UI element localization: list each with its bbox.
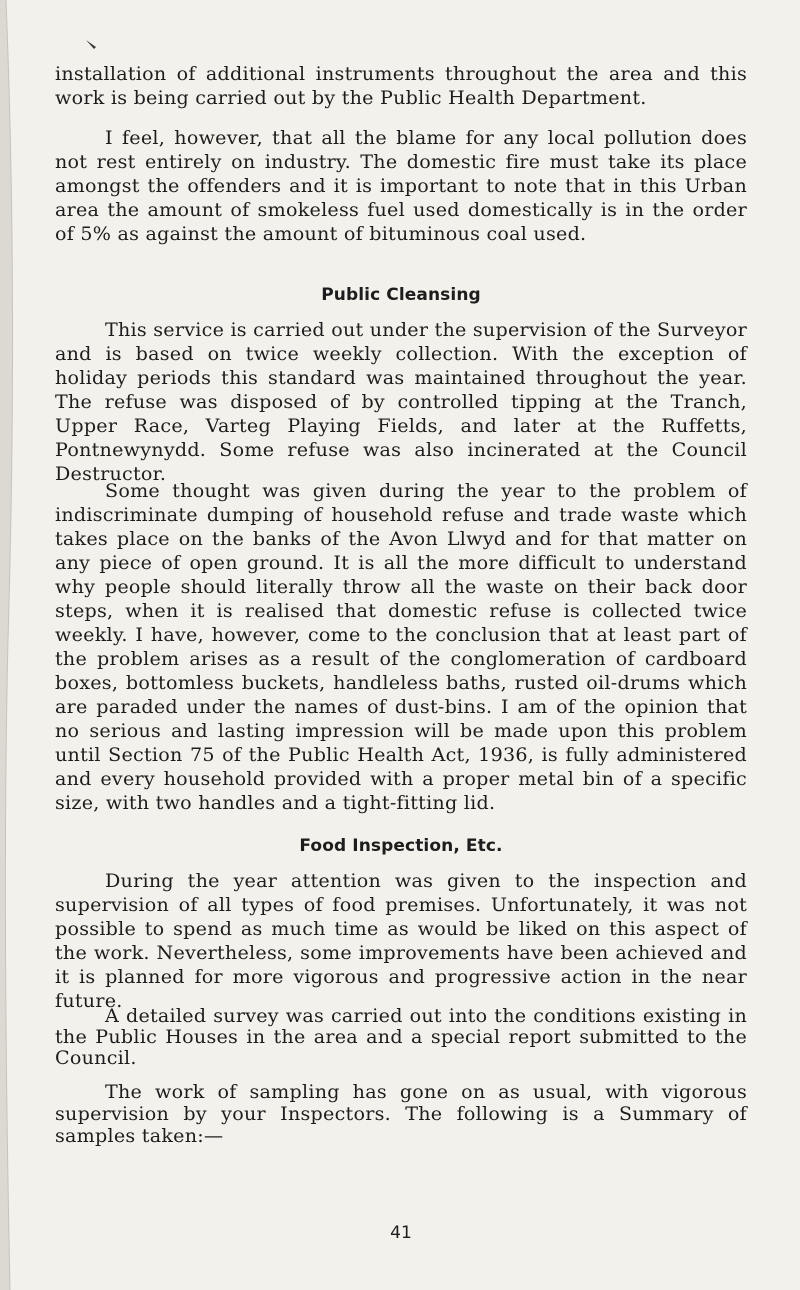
paragraph-refuse-service: This service is carried out under the supervision of the Surveyor and is based on twice weekly collection. With the exception of holiday periods this standard was maintained throughout the year. The refuse was disposed of by controlled tipping at the Tranch, Upper Race, Varteg Playing Fields, and later at the Ruffetts, Pontnewynydd. Some refuse was also incinerated at the Council Destructor. — [55, 318, 748, 485]
paragraph-food-premises: During the year attention was given to the inspection and supervision of all types of food premises. Unfortunately, it was not possible to spend as much time as would be liked on this aspect of the work. Nevertheless, some improvements have been achieved and it is planned for more vigorous and progressive action in the near future. — [55, 869, 747, 1012]
paragraph-public-houses: A detailed survey was carried out into the conditions existing in the Public Houses in the area and a special report submitted to the Council. — [55, 1004, 747, 1069]
page-number: 41 — [390, 1223, 412, 1243]
document-page — [55, 0, 747, 1290]
heading-food-inspection: Food Inspection, Etc. — [299, 836, 503, 856]
paragraph-sampling: The work of sampling has gone on as usual, with vigorous supervision by your Inspectors. The following is a Summary of samples taken:— — [55, 1080, 747, 1147]
paragraph-smokeless-fuel: I feel, however, that all the blame for any local pollution does not rest entirely on industry. The domestic fire must take its place amongst the offenders and it is important to note that in this Urban area the amount of smokeless fuel used domestically is in the order of 5% as against the amount of bituminous coal used. — [55, 126, 747, 245]
page-binding-shadow — [0, 0, 40, 1290]
heading-public-cleansing: Public Cleansing — [321, 285, 481, 305]
paragraph-continued: installation of additional instruments throughout the area and this work is being carried out by the Public Health Department. — [55, 62, 747, 109]
paragraph-dumping: Some thought was given during the year to the problem of indiscriminate dumping of household refuse and trade waste which takes place on the banks of the Avon Llwyd and for that matter on any piece of open ground. It is all the more difficult to understand why people should literally throw all the waste on their back door steps, when it is realised that domestic refuse is collected twice weekly. I have, however, come to the conclusion that at least part of the problem arises as a result of the conglomeration of cardboard boxes, bottomless buckets, handleless baths, rusted oil-drums which are paraded under the names of dust-bins. I am of the opinion that no serious and lasting impression will be made upon this problem until Section 75 of the Public Health Act, 1936, is fully administered and every household provided with a proper metal bin of a specific size, with two handles and a tight-fitting lid. — [55, 479, 747, 814]
